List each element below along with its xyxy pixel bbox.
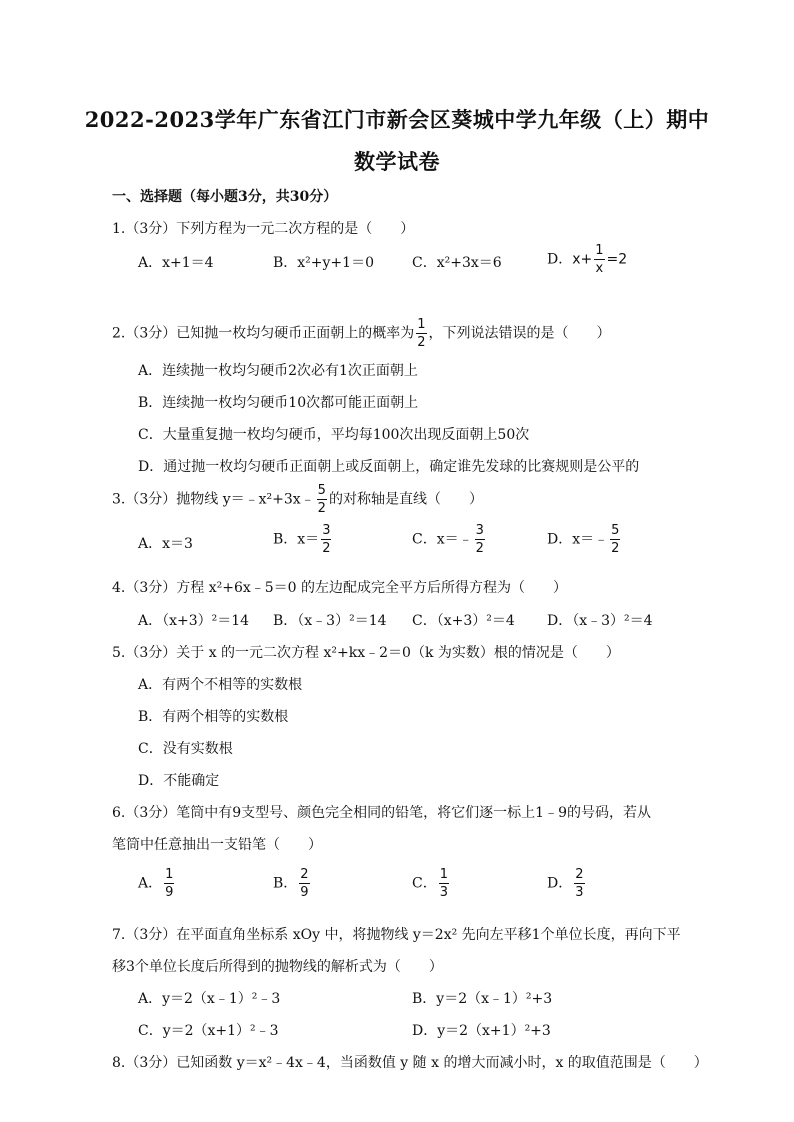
question-7-option-b: B．y＝2（x﹣1）²+3 [412,991,553,1007]
fraction: $\frac{1}{3}$ [439,867,448,900]
fraction: $\frac{1}{9}$ [165,867,174,900]
question-5-option-a: A．有两个不相等的实数根 [138,677,303,693]
question-7-option-d: D．y＝2（x+1）²+3 [412,1023,551,1039]
question-3-option-c: C．x＝﹣ $\frac{3}{2}$ [412,523,484,556]
fraction: $\frac{5}{2}$ [611,523,620,556]
question-6-option-c: C． $\frac{1}{3}$ [412,867,448,900]
question-3-option-b: B．x＝ $\frac{3}{2}$ [273,523,331,556]
question-6-option-a: A． $\frac{1}{9}$ [138,867,174,900]
question-3-stem: 3.（3分）抛物线 y＝﹣x²+3x﹣ $\frac{5}{2}$ 的对称轴是直线（ ） [112,483,483,516]
question-1-stem: 1.（3分）下列方程为一元二次方程的是（ ） [112,221,415,237]
question-7-stem-line2: 移3个单位长度后所得到的抛物线的解析式为（ ） [112,959,443,975]
question-2-stem: 2.（3分）已知抛一枚均匀硬币正面朝上的概率为 $\frac{1}{2}$ ，下列说法错误的是（ ） [112,317,611,350]
question-3-option-d: D．x＝﹣ $\frac{5}{2}$ [547,523,620,556]
question-5-option-b: B．有两个相等的实数根 [138,709,289,725]
question-7-option-a: A．y＝2（x﹣1）²﹣3 [138,991,281,1007]
question-1-option-a: A．x+1＝4 [138,255,214,271]
fraction: $\frac{2}{9}$ [300,867,309,900]
question-6-stem-line2: 笔筒中任意抽出一支铅笔（ ） [112,837,322,853]
question-6-stem-line1: 6.（3分）笔筒中有9支型号、颜色完全相同的铅笔，将它们逐一标上1﹣9的号码，若从 [112,805,651,821]
exam-title-line2: 数学试卷 [354,149,440,174]
question-3-option-a: A．x＝3 [138,536,193,552]
question-1-option-c: C．x²+3x＝6 [412,255,502,271]
question-6-option-d: D． $\frac{2}{3}$ [547,867,584,900]
question-1-option-d: D．x+ $\frac{1}{x}$ =2 [547,243,628,276]
question-4-option-b: B．（x﹣3）²＝14 [273,613,387,629]
question-4-option-a: A．（x+3）²＝14 [138,613,250,629]
fraction: $\frac{1}{x}$ [595,243,604,276]
question-1-option-b: B．x²+y+1＝0 [273,255,374,271]
question-8-stem: 8.（3分）已知函数 y＝x²﹣4x﹣4，当函数值 y 随 x 的增大而减小时，x 的取值范围是（ ） [112,1055,708,1071]
fraction: $\frac{1}{2}$ [417,317,426,350]
fraction: $\frac{5}{2}$ [317,483,326,516]
question-2-option-b: B．连续抛一枚均匀硬币10次都可能正面朝上 [138,395,419,411]
question-5-stem: 5.（3分）关于 x 的一元二次方程 x²+kx﹣2＝0（k 为实数）根的情况是（ ） [112,645,620,661]
fraction: $\frac{3}{2}$ [322,523,331,556]
question-2-option-c: C．大量重复抛一枚均匀硬币，平均每100次出现反面朝上50次 [138,427,530,443]
question-4-stem: 4.（3分）方程 x²+6x﹣5＝0 的左边配成完全平方后所得方程为（ ） [112,580,568,596]
exam-title-line1: 2022-2023学年广东省江门市新会区葵城中学九年级（上）期中 [84,107,710,132]
question-5-option-d: D．不能确定 [138,773,220,789]
question-2-option-a: A．连续抛一枚均匀硬币2次必有1次正面朝上 [138,363,418,379]
question-6-option-b: B． $\frac{2}{9}$ [273,867,309,900]
question-7-stem-line1: 7.（3分）在平面直角坐标系 xOy 中，将抛物线 y＝2x² 先向左平移1个单位长度，再向下平 [112,927,681,943]
fraction: $\frac{2}{3}$ [575,867,584,900]
question-7-option-c: C．y＝2（x+1）²﹣3 [138,1023,279,1039]
question-4-option-d: D．（x﹣3）²＝4 [547,613,653,629]
section-heading: 一、选择题（每小题3分，共30分） [112,189,338,205]
question-2-option-d: D．通过抛一枚均匀硬币正面朝上或反面朝上，确定谁先发球的比赛规则是公平的 [138,459,640,475]
fraction: $\frac{3}{2}$ [475,523,484,556]
question-4-option-c: C．（x+3）²＝4 [412,613,515,629]
question-5-option-c: C．没有实数根 [138,741,233,757]
